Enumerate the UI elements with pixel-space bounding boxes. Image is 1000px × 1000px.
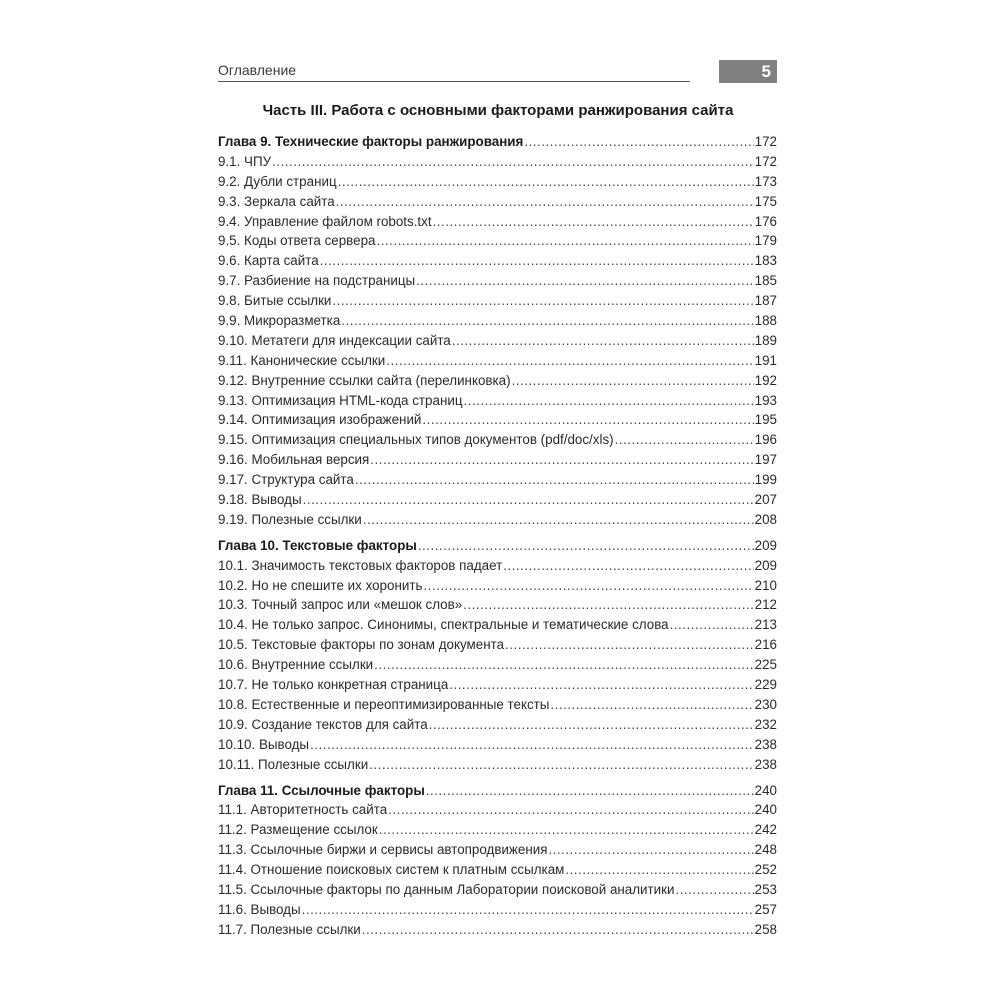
toc-page-number: 175: [754, 193, 777, 209]
toc-page-number: 216: [754, 637, 777, 653]
header-rule: [218, 81, 690, 82]
dot-leader: [503, 556, 753, 576]
dot-leader: [341, 311, 753, 331]
toc-entry-label: 11.6. Выводы: [218, 901, 301, 917]
running-header-title: Оглавление: [218, 62, 297, 78]
toc-page-number: 230: [754, 696, 777, 712]
toc-chapter: [218, 536, 777, 775]
toc-section-entry[interactable]: [218, 192, 777, 212]
toc-page-number: 248: [754, 842, 777, 858]
toc-page-number: 240: [754, 802, 777, 818]
toc-entry-label: 9.18. Выводы: [218, 492, 302, 508]
toc-page-number: 183: [754, 253, 777, 269]
toc-page-number: 193: [754, 392, 777, 408]
toc-entry-label: Глава 10. Текстовые факторы: [218, 537, 417, 553]
toc-section-entry[interactable]: [218, 172, 777, 192]
toc-page-number: 257: [754, 901, 777, 917]
toc-entry-label: 10.3. Точный запрос или «мешок слов»: [218, 597, 463, 613]
dot-leader: [422, 410, 753, 430]
toc-entry-label: 11.1. Авторитетность сайта: [218, 802, 388, 818]
dot-leader: [670, 615, 754, 635]
toc-page-number: 197: [754, 452, 777, 468]
toc-section-entry[interactable]: [218, 840, 777, 860]
dot-leader: [336, 192, 754, 212]
dot-leader: [426, 781, 754, 801]
dot-leader: [565, 860, 753, 880]
toc-page-number: 209: [754, 537, 777, 553]
toc-section-entry[interactable]: [218, 576, 777, 596]
dot-leader: [338, 172, 754, 192]
toc-section-entry[interactable]: [218, 430, 777, 450]
toc-page-number: 232: [754, 716, 777, 732]
toc-entry-label: 10.5. Текстовые факторы по зонам документа: [218, 637, 505, 653]
dot-leader: [374, 655, 754, 675]
toc-page-number: 188: [754, 313, 777, 329]
toc-chapter: [218, 132, 777, 530]
toc-section-entry[interactable]: [218, 231, 777, 251]
toc-page-number: 213: [754, 617, 777, 633]
toc-section-entry[interactable]: [218, 251, 777, 271]
toc-page-number: 238: [754, 756, 777, 772]
toc-section-entry[interactable]: [218, 311, 777, 331]
toc-entry-label: 9.3. Зеркала сайта: [218, 193, 335, 209]
toc-entry-label: 9.11. Канонические ссылки: [218, 352, 386, 368]
dot-leader: [505, 635, 754, 655]
toc-page-number: 199: [754, 472, 777, 488]
toc-section-entry[interactable]: [218, 331, 777, 351]
toc-section-entry[interactable]: [218, 510, 777, 530]
toc-section-entry[interactable]: [218, 800, 777, 820]
dot-leader: [548, 840, 753, 860]
dot-leader: [355, 470, 754, 490]
running-header: [218, 60, 778, 84]
toc-page-number: 209: [754, 557, 777, 573]
toc-entry-label: 9.19. Полезные ссылки: [218, 511, 362, 527]
toc-page-number: 242: [754, 822, 777, 838]
toc-entry-label: 9.5. Коды ответа сервера: [218, 233, 376, 249]
toc-entry-label: 9.17. Структура сайта: [218, 472, 354, 488]
toc-section-entry[interactable]: [218, 410, 777, 430]
toc-entry-label: 10.1. Значимость текстовых факторов падает: [218, 557, 503, 573]
toc-entry-label: 10.10. Выводы: [218, 736, 310, 752]
toc-section-entry[interactable]: [218, 351, 777, 371]
toc-entry-label: 9.8. Битые ссылки: [218, 293, 332, 309]
toc-page-number: 253: [754, 881, 777, 897]
toc-entry-label: 9.16. Мобильная версия: [218, 452, 370, 468]
dot-leader: [429, 715, 754, 735]
toc-entry-label: 9.9. Микроразметка: [218, 313, 341, 329]
dot-leader: [433, 212, 754, 232]
dot-leader: [272, 152, 754, 172]
toc-page-number: 207: [754, 492, 777, 508]
toc-page-number: 179: [754, 233, 777, 249]
toc-section-entry[interactable]: [218, 880, 777, 900]
toc-section-entry[interactable]: [218, 920, 777, 940]
toc-entry-label: 10.11. Полезные ссылки: [218, 756, 369, 772]
toc-entry-label: 9.2. Дубли страниц: [218, 173, 337, 189]
toc-section-entry[interactable]: [218, 655, 777, 675]
dot-leader: [370, 450, 753, 470]
toc-entry-label: 11.2. Размещение ссылок: [218, 822, 378, 838]
toc-section-entry[interactable]: [218, 556, 777, 576]
dot-leader: [452, 331, 754, 351]
dot-leader: [369, 755, 753, 775]
dot-leader: [418, 536, 754, 556]
dot-leader: [362, 920, 754, 940]
toc-page-number: 185: [754, 273, 777, 289]
toc-entry-label: 10.2. Но не спешите их хоронить: [218, 577, 423, 593]
toc-page-number: 187: [754, 293, 777, 309]
toc-section-entry[interactable]: [218, 271, 777, 291]
toc-page-number: 196: [754, 432, 777, 448]
toc-section-entry[interactable]: [218, 212, 777, 232]
dot-leader: [463, 595, 753, 615]
toc-entry-label: 11.7. Полезные ссылки: [218, 921, 361, 937]
dot-leader: [320, 251, 754, 271]
toc-section-entry[interactable]: [218, 450, 777, 470]
toc-entry-label: 10.7. Не только конкретная страница: [218, 677, 449, 693]
dot-leader: [449, 675, 753, 695]
toc-section-entry[interactable]: [218, 391, 777, 411]
toc-section-entry[interactable]: [218, 715, 777, 735]
dot-leader: [416, 271, 754, 291]
toc-section-entry[interactable]: [218, 595, 777, 615]
toc-entry-label: 9.13. Оптимизация HTML-кода страниц: [218, 392, 463, 408]
toc-entry-label: 11.5. Ссылочные факторы по данным Лаборатории поисковой аналитики: [218, 881, 675, 897]
toc-page-number: 208: [754, 511, 777, 527]
toc-entry-label: 9.12. Внутренние ссылки сайта (перелинковка): [218, 372, 511, 388]
dot-leader: [512, 371, 754, 391]
toc-page-number: 258: [754, 921, 777, 937]
toc-section-entry[interactable]: [218, 470, 777, 490]
toc-section-entry[interactable]: [218, 755, 777, 775]
dot-leader: [550, 695, 753, 715]
toc-page-number: 210: [754, 577, 777, 593]
dot-leader: [615, 430, 754, 450]
toc-section-entry[interactable]: [218, 615, 777, 635]
dot-leader: [302, 900, 754, 920]
toc-entry-label: 9.4. Управление файлом robots.txt: [218, 213, 432, 229]
toc-section-entry[interactable]: [218, 860, 777, 880]
toc-section-entry[interactable]: [218, 675, 777, 695]
toc-section-entry[interactable]: [218, 490, 777, 510]
toc-section-entry[interactable]: [218, 820, 777, 840]
toc-entry-label: 11.3. Ссылочные биржи и сервисы автопродвижения: [218, 842, 548, 858]
toc-entry-label: 9.1. ЧПУ: [218, 153, 272, 169]
toc-entry-label: 9.14. Оптимизация изображений: [218, 412, 422, 428]
toc-entry-label: 9.10. Метатеги для индексации сайта: [218, 332, 451, 348]
part-title: Часть III. Работа с основными факторами ранжирования сайта: [262, 102, 734, 119]
dot-leader: [423, 576, 753, 596]
toc-page-number: 225: [754, 657, 777, 673]
dot-leader: [524, 132, 753, 152]
toc-entry-label: 10.8. Естественные и переоптимизированные тексты: [218, 696, 550, 712]
toc-entry-label: 11.4. Отношение поисковых систем к платным ссылкам: [218, 862, 565, 878]
toc-page-number: 212: [754, 597, 777, 613]
toc-section-entry[interactable]: [218, 735, 777, 755]
toc-page-number: 238: [754, 736, 777, 752]
toc-section-entry[interactable]: [218, 291, 777, 311]
dot-leader: [363, 510, 754, 530]
toc-page-number: 252: [754, 862, 777, 878]
toc-page-number: 195: [754, 412, 777, 428]
dot-leader: [303, 490, 754, 510]
toc-page-number: 176: [754, 213, 777, 229]
dot-leader: [379, 820, 754, 840]
dot-leader: [310, 735, 754, 755]
toc-page-number: 229: [754, 677, 777, 693]
dot-leader: [386, 351, 753, 371]
toc-section-entry[interactable]: [218, 371, 777, 391]
toc-page-number: 172: [754, 153, 777, 169]
toc-page-number: 240: [754, 782, 777, 798]
dot-leader: [332, 291, 753, 311]
page-number-badge: 5: [719, 60, 777, 83]
toc-section-entry[interactable]: [218, 695, 777, 715]
toc-page-number: 191: [754, 352, 777, 368]
toc-entry-label: 10.6. Внутренние ссылки: [218, 657, 374, 673]
dot-leader: [376, 231, 753, 251]
toc-section-entry[interactable]: [218, 635, 777, 655]
toc-entry-label: 9.15. Оптимизация специальных типов документов (pdf/doc/xls): [218, 432, 614, 448]
toc-chapter-heading[interactable]: [218, 781, 777, 801]
toc-entry-label: 10.4. Не только запрос. Синонимы, спектральные и тематические слова: [218, 617, 669, 633]
toc-page-number: 173: [754, 173, 777, 189]
dot-leader: [675, 880, 753, 900]
toc-entry-label: Глава 9. Технические факторы ранжирования: [218, 134, 524, 149]
toc-chapter-heading[interactable]: [218, 132, 777, 152]
toc-page-number: 192: [754, 372, 777, 388]
toc-entry-label: 9.7. Разбиение на подстраницы: [218, 273, 416, 289]
dot-leader: [388, 800, 754, 820]
toc-section-entry[interactable]: [218, 900, 777, 920]
toc-entry-label: Глава 11. Ссылочные факторы: [218, 782, 425, 798]
toc-chapter: [218, 781, 777, 940]
toc-entry-label: 10.9. Создание текстов для сайта: [218, 716, 428, 732]
toc-entry-label: 9.6. Карта сайта: [218, 253, 319, 269]
toc-section-entry[interactable]: [218, 152, 777, 172]
toc-chapter-heading[interactable]: [218, 536, 777, 556]
table-of-contents: [218, 132, 777, 946]
dot-leader: [464, 391, 754, 411]
toc-page-number: 172: [754, 134, 777, 149]
toc-page-number: 189: [754, 332, 777, 348]
